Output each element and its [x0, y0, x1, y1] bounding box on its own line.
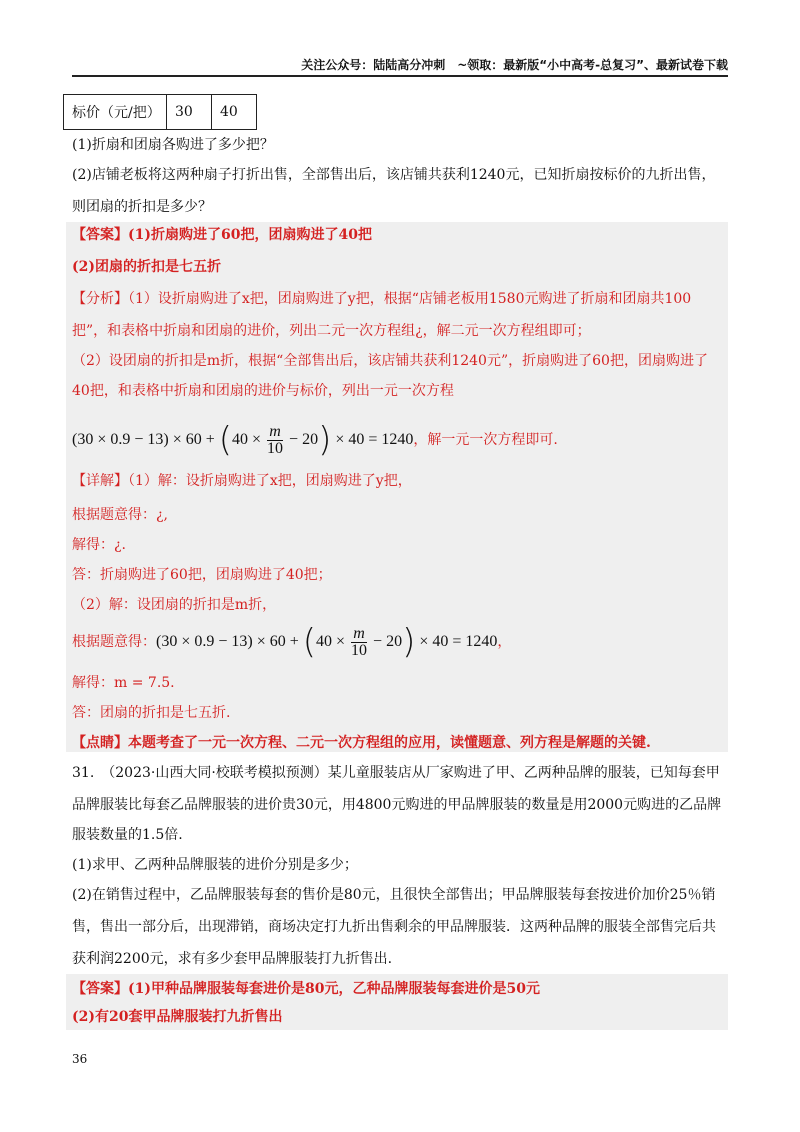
fraction-denominator: 10 — [267, 439, 284, 457]
detail-equation-fraction — [351, 626, 367, 659]
fraction-numerator: m — [267, 424, 283, 441]
equation-left: (30 × 0.9 − 13) × 60 + — [72, 431, 219, 448]
problem-31-line-3: 服装数量的1.5倍. — [72, 827, 183, 843]
equation-right: × 40 = 1240 — [331, 431, 414, 448]
analysis-line-4: 40把，和表格中折扇和团扇的进价与标价，列出一元一次方程 — [72, 383, 454, 399]
detail-fraction-denominator: 10 — [351, 641, 368, 659]
detail-line-3: 解得：¿. — [72, 537, 126, 553]
price-table-label: 标价（元/把） — [64, 95, 167, 130]
detail-equation-inner-b: − 20 — [369, 633, 403, 650]
detail-line-4: 答：折扇购进了60把，团扇购进了40把； — [72, 567, 332, 583]
price-table — [63, 94, 257, 130]
question-2-line-1: (2)店铺老板将这两种扇子打折出售，全部售出后，该店铺共获利1240元，已知折扇按标价的九折出售， — [72, 167, 716, 183]
detail-line-8: 答：团扇的折扣是七五折. — [72, 705, 231, 721]
analysis-line-2: 把”，和表格中折扇和团扇的进价，列出二元一次方程组¿，解二元一次方程组即可； — [72, 323, 591, 339]
page-header: 关注公众号：陆陆高分冲刺 ~领取：最新版“小中高考-总复习”、最新试卷下载 — [72, 55, 728, 77]
detail-equation-left: (30 × 0.9 − 13) × 60 + — [156, 633, 303, 650]
answer-2: (2)团扇的折扣是七五折 — [72, 259, 221, 275]
equation-inner-b: − 20 — [285, 431, 319, 448]
price-table-value-1: 30 — [167, 95, 212, 130]
equation-fraction — [267, 424, 283, 457]
equation-inner-a: 40 × — [232, 431, 266, 448]
detail-right-paren-icon: ) — [402, 622, 416, 662]
analysis-line-1: 【分析】（1）设折扇购进了x把，团扇购进了y把，根据“店铺老板用1580元购进了折扇和团扇共100 — [72, 291, 692, 307]
right-paren-icon: ) — [318, 420, 332, 460]
page-number: 36 — [72, 1052, 88, 1066]
detail-equation-inner-a: 40 × — [316, 633, 350, 650]
analysis-tail: ，解一元一次方程即可. — [413, 432, 558, 448]
detail-line-2: 根据题意得：¿, — [72, 507, 168, 523]
detail-left-paren-icon: ( — [302, 622, 317, 662]
detail-equation-right: × 40 = 1240 — [415, 633, 498, 650]
problem-31-question-1: (1)求甲、乙两种品牌服装的进价分别是多少； — [72, 857, 358, 873]
detail-line-1: 【详解】（1）解：设折扇购进了x把，团扇购进了y把， — [72, 473, 412, 489]
left-paren-icon: ( — [218, 420, 233, 460]
detail-equation — [72, 620, 728, 664]
detail-equation-label: 根据题意得： — [72, 634, 156, 650]
problem-31-line-1: 31. （2023·山西大同·校联考模拟预测）某儿童服装店从厂家购进了甲、乙两种品牌的服装，已知每套甲 — [72, 765, 720, 781]
problem-31-answer-2: (2)有20套甲品牌服装打九折售出 — [72, 1009, 283, 1025]
detail-fraction-numerator: m — [351, 626, 367, 643]
problem-31-line-2: 品牌服装比每套乙品牌服装的进价贵30元，用4800元购进的甲品牌服装的数量是用2000元购进的乙品牌 — [72, 797, 722, 813]
problem-31-question-2-line-1: (2)在销售过程中，乙品牌服装每套的售价是80元，且很快全部售出；甲品牌服装每套按进价加价25％销 — [72, 887, 716, 903]
detail-equation-tail: ， — [497, 634, 512, 650]
problem-31-question-2-line-2: 售，售出一部分后，出现滞销，商场决定打九折出售剩余的甲品牌服装．这两种品牌的服装全部售完后共 — [72, 919, 716, 935]
detail-line-7: 解得：m = 7.5. — [72, 675, 175, 691]
question-1: (1)折扇和团扇各购进了多少把？ — [72, 137, 274, 153]
detail-line-5: （2）解：设团扇的折扣是m折， — [72, 597, 277, 613]
question-2-line-2: 则团扇的折扣是多少？ — [72, 199, 212, 215]
problem-31-question-2-line-3: 获利润2200元，求有多少套甲品牌服装打九折售出. — [72, 951, 393, 967]
price-table-value-2: 40 — [212, 95, 257, 130]
problem-31-answer-1: 【答案】(1)甲种品牌服装每套进价是80元，乙种品牌服装每套进价是50元 — [72, 981, 540, 997]
analysis-equation — [72, 418, 728, 462]
answer-1: 【答案】(1)折扇购进了60把，团扇购进了40把 — [72, 227, 372, 243]
comment: 【点睛】本题考查了一元一次方程、二元一次方程组的应用，读懂题意、列方程是解题的关键. — [72, 735, 651, 751]
analysis-line-3: （2）设团扇的折扣是m折，根据“全部售出后，该店铺共获利1240元”，折扇购进了60把，团扇购进了 — [72, 353, 708, 369]
